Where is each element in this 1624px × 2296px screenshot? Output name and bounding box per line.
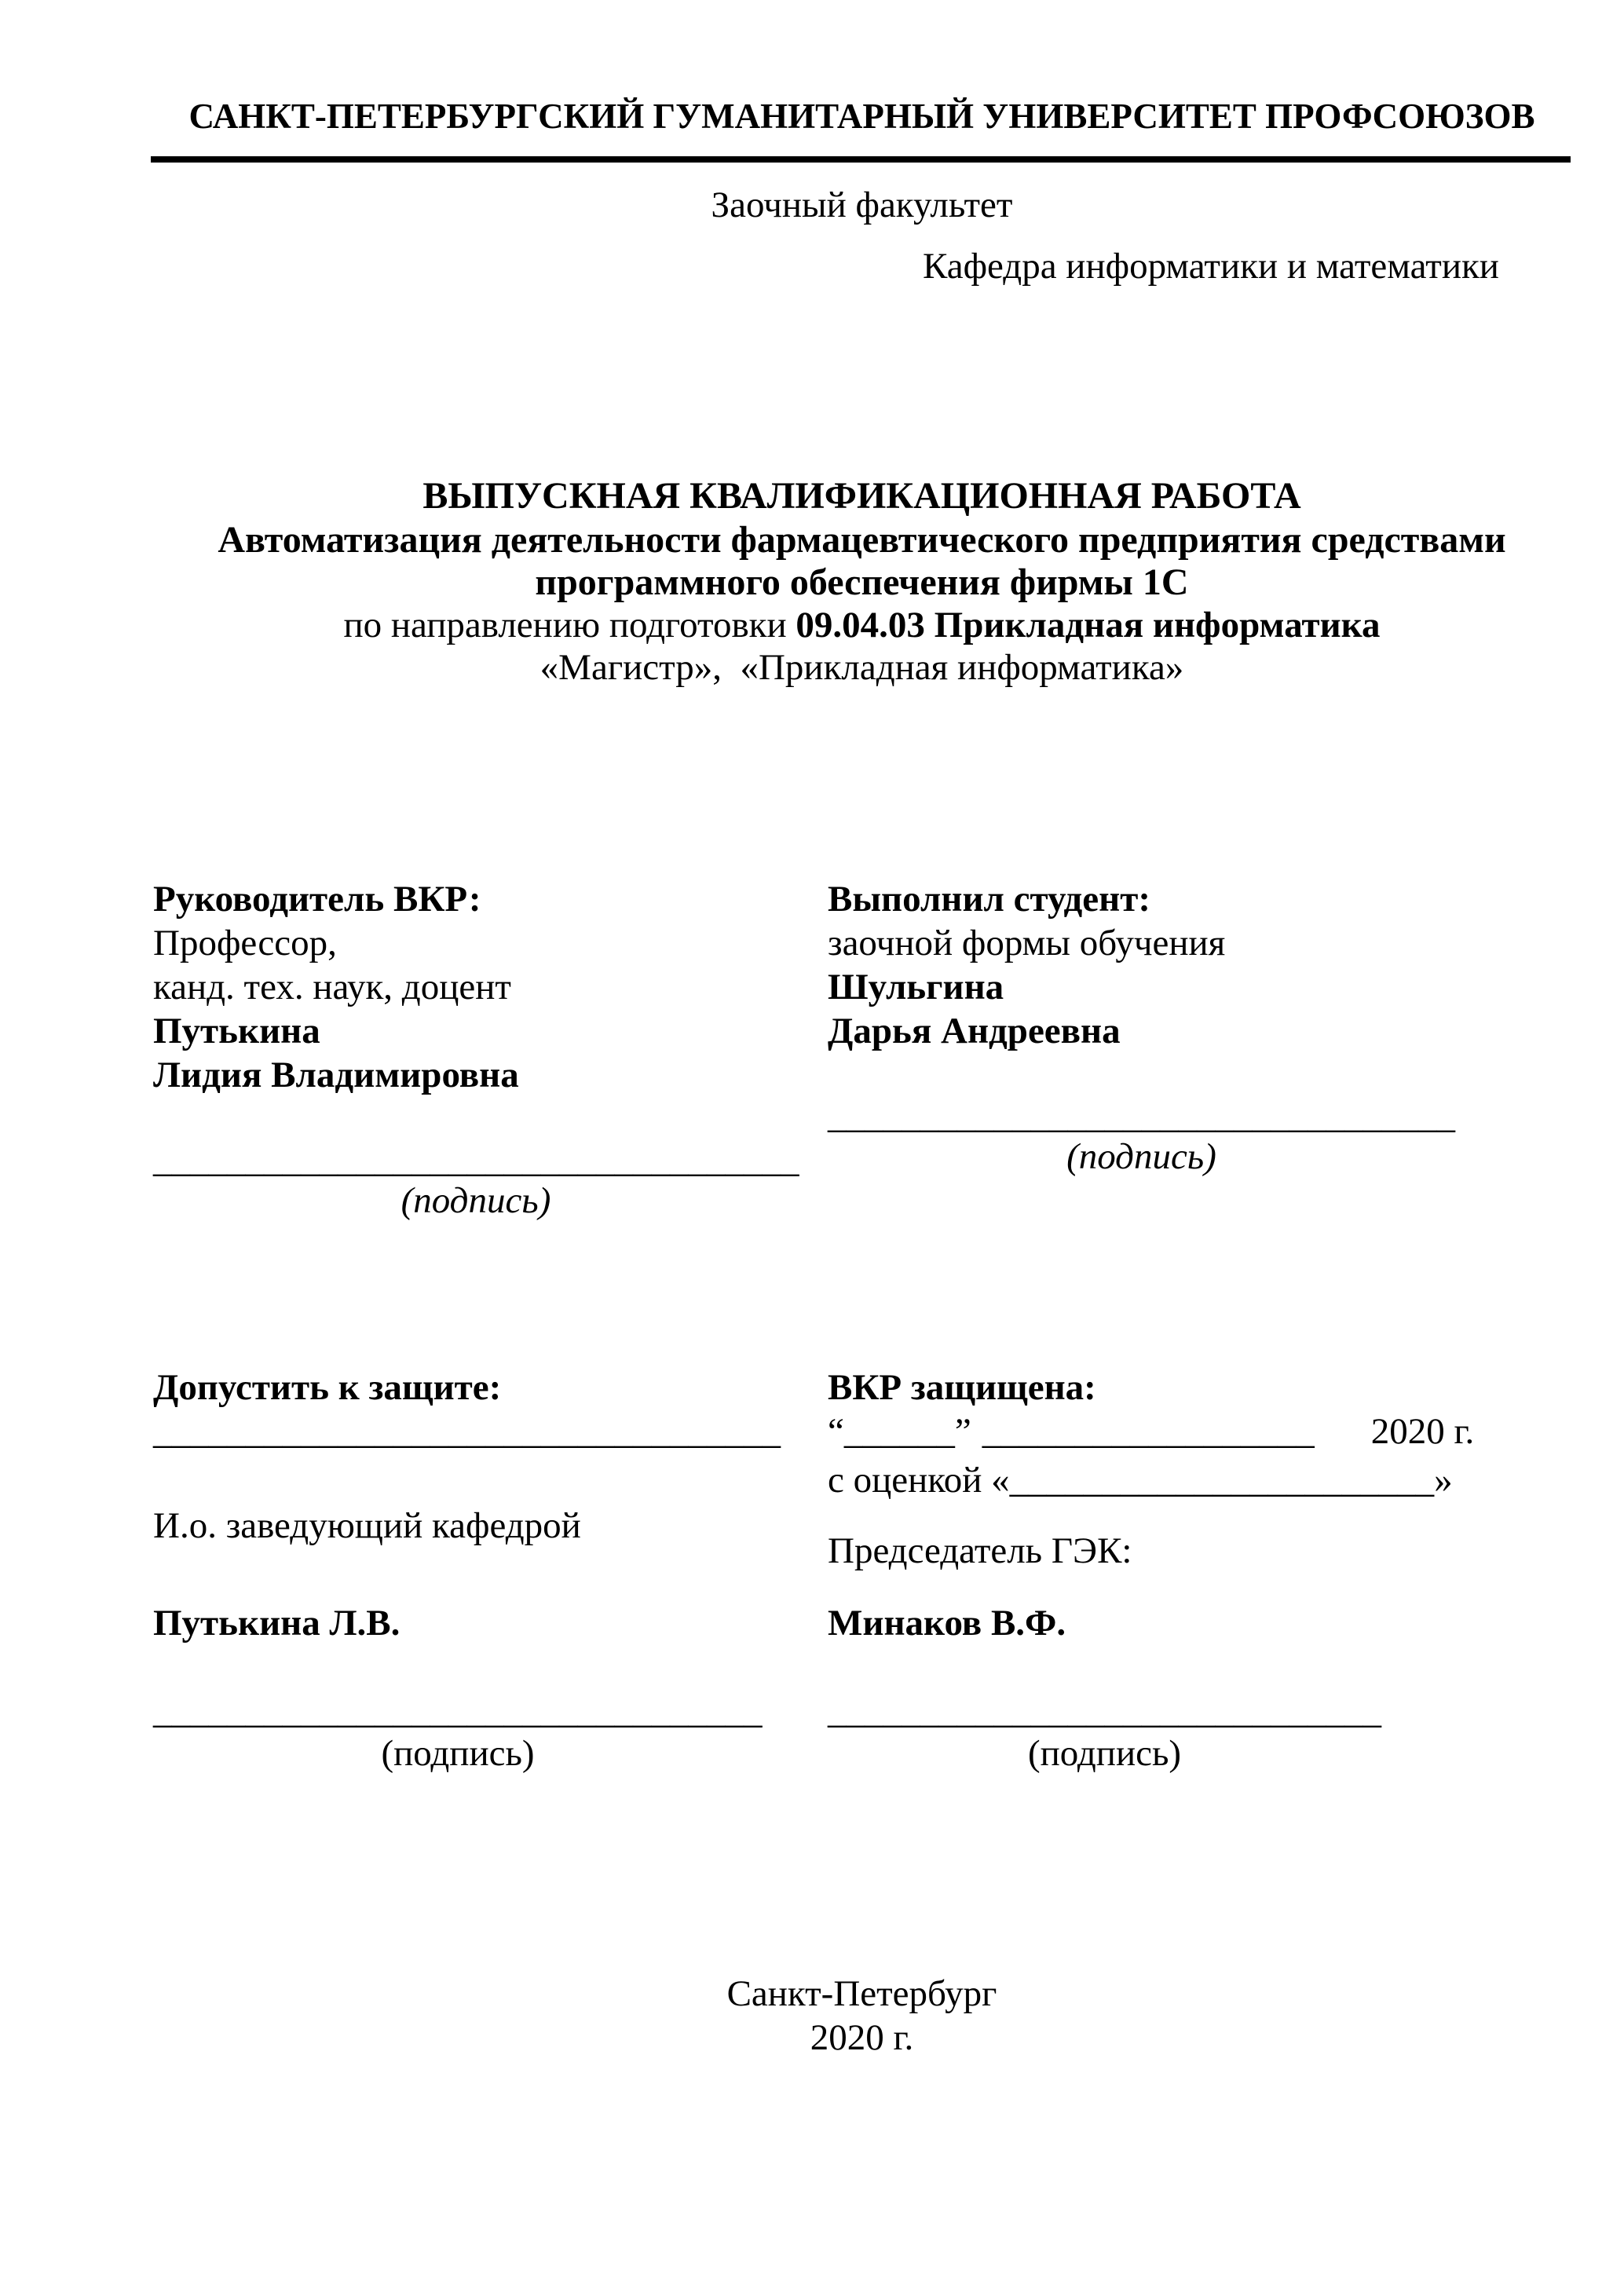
defense-grade-prefix: с оценкой « (828, 1460, 1010, 1501)
supervisor-surname: Путькина (153, 1011, 320, 1051)
defense-heading: ВКР защищена: (828, 1367, 1096, 1408)
student-heading: Выполнил студент: (828, 879, 1150, 919)
footer-year: 2020 г. (810, 2017, 914, 2058)
supervisor-signature-line: ___________________________________ (153, 1139, 799, 1180)
supervisor-heading: Руководитель ВКР: (153, 879, 481, 919)
defense-grade-close-quote: » (1434, 1460, 1453, 1501)
student-name-patronymic: Дарья Андреевна (828, 1011, 1121, 1051)
header-rule (151, 156, 1571, 163)
student-signature-line: __________________________________ (828, 1095, 1455, 1136)
university-name: САНКТ-ПЕТЕРБУРГСКИЙ ГУМАНИТАРНЫЙ УНИВЕРСИТЕТ ПРОФСОЮЗОВ (188, 97, 1535, 136)
direction-code-name: 09.04.03 Прикладная информатика (796, 605, 1381, 645)
admission-name: Путькина Л.В. (153, 1603, 401, 1643)
admission-signature-line: _________________________________ (153, 1691, 763, 1731)
supervisor-signature-caption: (подпись) (401, 1180, 551, 1221)
supervisor-position-line1: Профессор, (153, 923, 337, 963)
work-topic-line2: программного обеспечения фирмы 1С (535, 561, 1189, 603)
supervisor-position-line2: канд. тех. наук, доцент (153, 967, 511, 1007)
student-study-form: заочной формы обучения (828, 923, 1226, 963)
defense-chairman-label: Председатель ГЭК: (828, 1530, 1132, 1571)
admission-signature-caption: (подпись) (381, 1733, 535, 1774)
defense-signature-line: ______________________________ (828, 1691, 1381, 1731)
faculty-line: Заочный факультет (711, 185, 1013, 225)
defense-signature-caption: (подпись) (1027, 1733, 1182, 1774)
department-line: Кафедра информатики и математики (923, 246, 1499, 287)
defense-grade-blank: _______________________ (1009, 1460, 1435, 1501)
defense-date-year: 2020 г. (1370, 1411, 1475, 1452)
work-topic-line1: Автоматизация деятельности фармацевтического предприятия средствами (218, 519, 1506, 561)
admission-blank-line: __________________________________ (153, 1411, 781, 1452)
direction-prefix: по направлению подготовки (343, 605, 796, 645)
defense-date-line (828, 1410, 1474, 1453)
defense-chairman-name: Минаков В.Ф. (828, 1603, 1066, 1643)
admission-role: И.о. заведующий кафедрой (153, 1505, 581, 1546)
defense-date-close-quote: ” (954, 1411, 971, 1452)
direction-line (153, 604, 1571, 647)
admission-heading: Допустить к защите: (153, 1367, 502, 1408)
student-surname: Шульгина (828, 967, 1004, 1007)
defense-date-open-quote: “ (828, 1411, 844, 1452)
work-kind-title: ВЫПУСКНАЯ КВАЛИФИКАЦИОННАЯ РАБОТА (422, 475, 1301, 517)
defense-grade-line (828, 1459, 1453, 1502)
defense-date-day-blank: ______ (843, 1411, 955, 1452)
student-signature-caption: (подпись) (1066, 1136, 1216, 1177)
supervisor-name-patronymic: Лидия Владимировна (153, 1055, 519, 1095)
footer-city: Санкт-Петербург (726, 1973, 997, 2014)
degree-line: «Магистр», «Прикладная информатика» (540, 647, 1184, 688)
defense-date-month-blank: __________________ (982, 1411, 1315, 1452)
